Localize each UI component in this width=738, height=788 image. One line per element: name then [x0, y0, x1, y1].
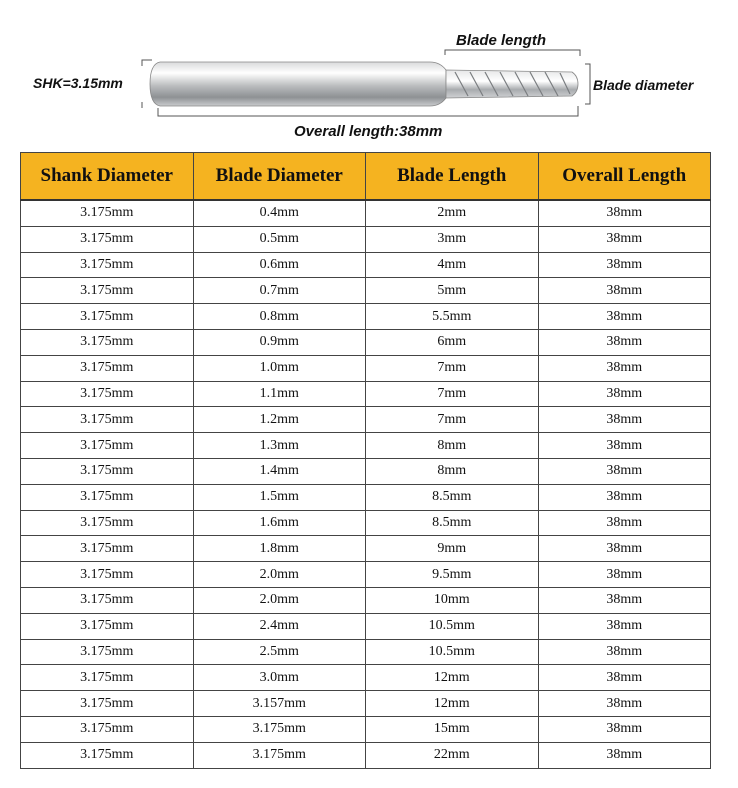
blade-length-label: Blade length	[456, 32, 547, 49]
cell-blade-length: 9.5mm	[366, 562, 539, 588]
table-row	[21, 510, 711, 536]
cell-shank-diameter: 3.175mm	[21, 304, 194, 330]
cell-overall-length: 38mm	[538, 252, 711, 278]
table-body	[21, 200, 711, 768]
cell-blade-diameter: 3.175mm	[193, 716, 366, 742]
cell-blade-length: 10.5mm	[366, 639, 539, 665]
cell-shank-diameter: 3.175mm	[21, 329, 194, 355]
cell-shank-diameter: 3.175mm	[21, 252, 194, 278]
cell-shank-diameter: 3.175mm	[21, 278, 194, 304]
blade-length-bracket	[445, 50, 580, 56]
table-row	[21, 484, 711, 510]
cell-blade-diameter: 2.5mm	[193, 639, 366, 665]
cell-blade-diameter: 1.1mm	[193, 381, 366, 407]
cell-blade-length: 15mm	[366, 716, 539, 742]
cell-blade-length: 9mm	[366, 536, 539, 562]
cell-blade-diameter: 2.0mm	[193, 587, 366, 613]
cell-shank-diameter: 3.175mm	[21, 484, 194, 510]
blade-diameter-label: Blade diameter	[593, 77, 694, 93]
cell-overall-length: 38mm	[538, 200, 711, 226]
cell-blade-length: 3mm	[366, 226, 539, 252]
cell-shank-diameter: 3.175mm	[21, 613, 194, 639]
table-row	[21, 742, 711, 768]
table-row	[21, 562, 711, 588]
cell-overall-length: 38mm	[538, 587, 711, 613]
table-row	[21, 458, 711, 484]
cell-blade-length: 8mm	[366, 458, 539, 484]
cell-blade-diameter: 0.8mm	[193, 304, 366, 330]
cell-blade-diameter: 0.7mm	[193, 278, 366, 304]
cell-blade-length: 7mm	[366, 355, 539, 381]
cell-shank-diameter: 3.175mm	[21, 200, 194, 226]
table-row	[21, 355, 711, 381]
cell-blade-diameter: 0.9mm	[193, 329, 366, 355]
cell-overall-length: 38mm	[538, 716, 711, 742]
cell-blade-diameter: 1.2mm	[193, 407, 366, 433]
cell-overall-length: 38mm	[538, 639, 711, 665]
cell-overall-length: 38mm	[538, 329, 711, 355]
cell-blade-diameter: 1.4mm	[193, 458, 366, 484]
cell-overall-length: 38mm	[538, 458, 711, 484]
table-row	[21, 691, 711, 717]
cell-overall-length: 38mm	[538, 433, 711, 459]
cell-blade-length: 7mm	[366, 381, 539, 407]
cell-blade-diameter: 2.0mm	[193, 562, 366, 588]
table-row	[21, 665, 711, 691]
shk-bracket	[142, 60, 152, 66]
overall-length-label: Overall length:38mm	[294, 123, 443, 140]
header-blade-diameter: Blade Diameter	[193, 153, 366, 201]
cell-blade-diameter: 3.175mm	[193, 742, 366, 768]
cell-shank-diameter: 3.175mm	[21, 510, 194, 536]
table-row	[21, 716, 711, 742]
cell-blade-length: 8mm	[366, 433, 539, 459]
table-row	[21, 381, 711, 407]
cell-shank-diameter: 3.175mm	[21, 536, 194, 562]
header-overall-length: Overall Length	[538, 153, 711, 201]
cell-overall-length: 38mm	[538, 304, 711, 330]
cell-overall-length: 38mm	[538, 355, 711, 381]
cell-shank-diameter: 3.175mm	[21, 381, 194, 407]
cell-shank-diameter: 3.175mm	[21, 562, 194, 588]
table-row	[21, 278, 711, 304]
cell-shank-diameter: 3.175mm	[21, 691, 194, 717]
cell-overall-length: 38mm	[538, 536, 711, 562]
cell-shank-diameter: 3.175mm	[21, 433, 194, 459]
cell-blade-diameter: 0.4mm	[193, 200, 366, 226]
cell-blade-length: 12mm	[366, 691, 539, 717]
cell-shank-diameter: 3.175mm	[21, 226, 194, 252]
cell-blade-length: 22mm	[366, 742, 539, 768]
cell-blade-diameter: 1.3mm	[193, 433, 366, 459]
header-shank-diameter: Shank Diameter	[21, 153, 194, 201]
shank	[150, 62, 446, 106]
cell-shank-diameter: 3.175mm	[21, 716, 194, 742]
cell-blade-length: 7mm	[366, 407, 539, 433]
cell-overall-length: 38mm	[538, 484, 711, 510]
cell-overall-length: 38mm	[538, 665, 711, 691]
table-row	[21, 639, 711, 665]
overall-length-bracket	[158, 106, 578, 116]
cell-overall-length: 38mm	[538, 381, 711, 407]
blade-diameter-bracket	[585, 64, 590, 104]
cell-shank-diameter: 3.175mm	[21, 355, 194, 381]
cell-blade-diameter: 3.157mm	[193, 691, 366, 717]
cell-blade-length: 10.5mm	[366, 613, 539, 639]
table-row	[21, 226, 711, 252]
cell-shank-diameter: 3.175mm	[21, 742, 194, 768]
table-row	[21, 613, 711, 639]
header-blade-length: Blade Length	[366, 153, 539, 201]
tool-diagram	[0, 0, 738, 150]
cell-blade-diameter: 1.8mm	[193, 536, 366, 562]
table-row	[21, 329, 711, 355]
table-row	[21, 304, 711, 330]
cell-blade-length: 12mm	[366, 665, 539, 691]
cell-shank-diameter: 3.175mm	[21, 665, 194, 691]
header-row	[21, 153, 711, 201]
shank-diameter-label: SHK=3.15mm	[33, 75, 123, 91]
cell-blade-length: 6mm	[366, 329, 539, 355]
table-row	[21, 407, 711, 433]
table-row	[21, 587, 711, 613]
cell-overall-length: 38mm	[538, 613, 711, 639]
cell-blade-length: 8.5mm	[366, 484, 539, 510]
cell-blade-length: 10mm	[366, 587, 539, 613]
cell-blade-diameter: 1.0mm	[193, 355, 366, 381]
table-row	[21, 536, 711, 562]
cell-blade-length: 8.5mm	[366, 510, 539, 536]
cell-blade-diameter: 3.0mm	[193, 665, 366, 691]
cell-overall-length: 38mm	[538, 562, 711, 588]
table-row	[21, 200, 711, 226]
cell-blade-length: 4mm	[366, 252, 539, 278]
cell-blade-length: 5mm	[366, 278, 539, 304]
cell-overall-length: 38mm	[538, 278, 711, 304]
cell-overall-length: 38mm	[538, 510, 711, 536]
cell-shank-diameter: 3.175mm	[21, 639, 194, 665]
cell-blade-diameter: 0.5mm	[193, 226, 366, 252]
table-row	[21, 252, 711, 278]
cell-blade-diameter: 2.4mm	[193, 613, 366, 639]
cell-shank-diameter: 3.175mm	[21, 458, 194, 484]
spec-table	[20, 152, 711, 769]
cell-overall-length: 38mm	[538, 226, 711, 252]
cell-blade-length: 2mm	[366, 200, 539, 226]
cell-shank-diameter: 3.175mm	[21, 407, 194, 433]
cell-blade-diameter: 1.5mm	[193, 484, 366, 510]
cell-overall-length: 38mm	[538, 742, 711, 768]
cell-blade-diameter: 0.6mm	[193, 252, 366, 278]
table-row	[21, 433, 711, 459]
cell-shank-diameter: 3.175mm	[21, 587, 194, 613]
cell-overall-length: 38mm	[538, 691, 711, 717]
cell-blade-length: 5.5mm	[366, 304, 539, 330]
cell-overall-length: 38mm	[538, 407, 711, 433]
cell-blade-diameter: 1.6mm	[193, 510, 366, 536]
